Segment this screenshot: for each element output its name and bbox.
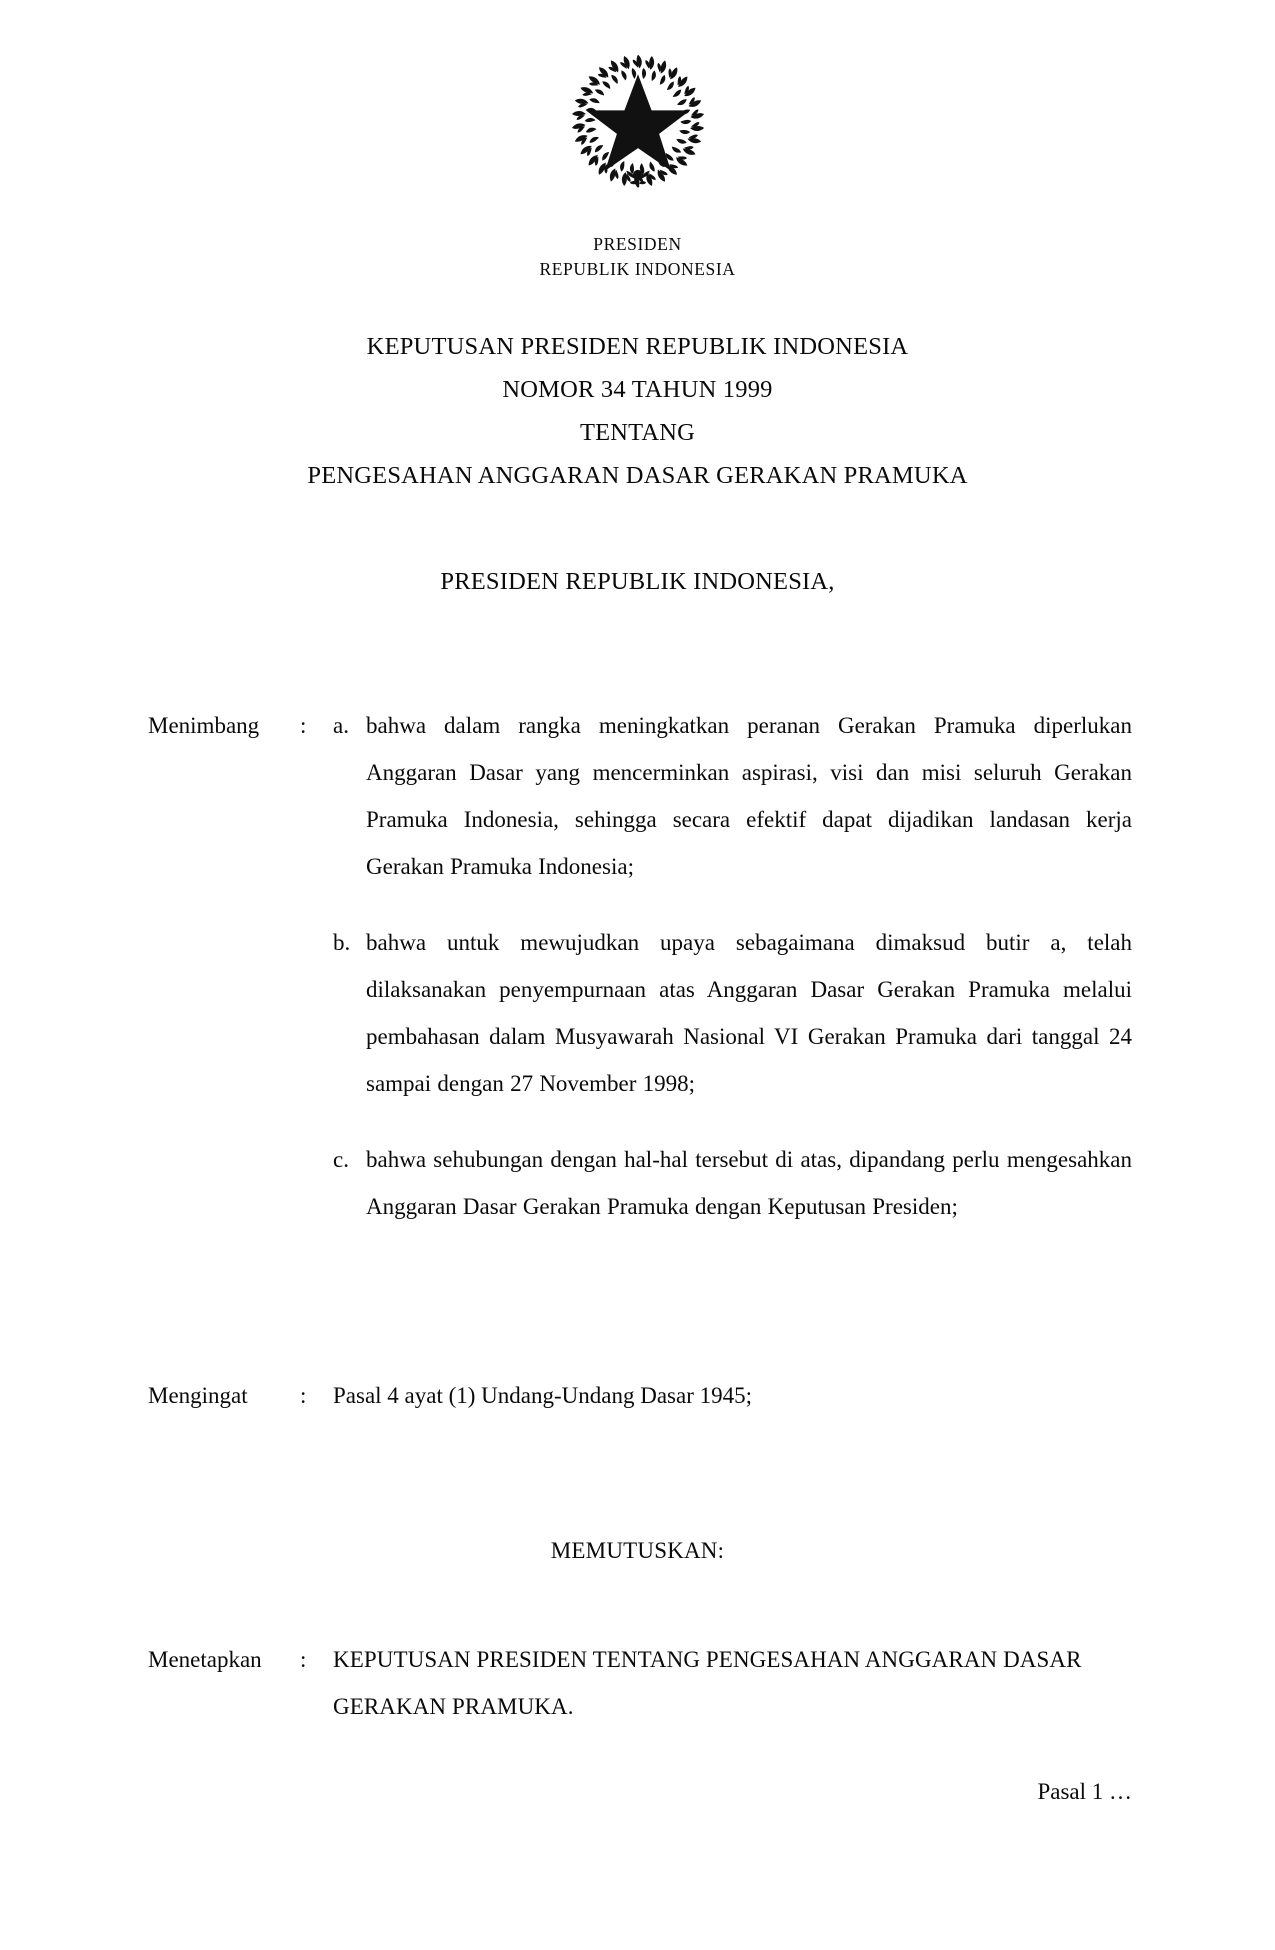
memutuskan-heading: MEMUTUSKAN: — [550, 1538, 725, 1563]
mengingat-text: Pasal 4 ayat (1) Undang-Undang Dasar 1945; — [333, 1383, 752, 1408]
menetapkan-label: Menetapkan — [148, 1647, 262, 1672]
menetapkan-section — [148, 1636, 1132, 1730]
menimbang-section — [148, 702, 1132, 1230]
page-continuation-note: Pasal 1 … — [1037, 1779, 1132, 1804]
menimbang-label: Menimbang — [148, 713, 260, 738]
garuda-star-wreath-emblem — [565, 48, 711, 194]
menetapkan-colon: : — [300, 1647, 307, 1672]
menimbang-item-a — [333, 702, 1132, 890]
menimbang-item-a-marker: a. — [333, 713, 349, 738]
header-caption — [0, 232, 1275, 282]
title-line-keputusan: KEPUTUSAN PRESIDEN REPUBLIK INDONESIA — [366, 333, 909, 360]
header-caption-line-2: REPUBLIK INDONESIA — [539, 259, 736, 279]
authority-line: PRESIDEN REPUBLIK INDONESIA, — [440, 568, 835, 595]
emblem-block — [0, 48, 1275, 199]
menimbang-item-b-text: bahwa untuk mewujudkan upaya sebagaimana dimaksud butir a, telah dilaksanakan penyempurnaan atas Anggaran Dasar Gerakan Pramuka melalui pembahasan dalam Musyawarah Nasional VI Gerakan Pramuka dari tanggal 24 sampai dengan 27 November 1998; — [366, 930, 1132, 1096]
menimbang-items — [333, 702, 1132, 1230]
menimbang-colon: : — [300, 713, 307, 738]
header-caption-line-1: PRESIDEN — [593, 234, 682, 254]
menimbang-item-c-marker: c. — [333, 1147, 349, 1172]
mengingat-section — [148, 1372, 1132, 1419]
menimbang-item-b — [333, 919, 1132, 1107]
mengingat-colon: : — [300, 1383, 307, 1408]
menimbang-item-c-text: bahwa sehubungan dengan hal-hal tersebut di atas, dipandang perlu mengesahkan Anggaran Dasar Gerakan Pramuka dengan Keputusan Presiden; — [366, 1147, 1132, 1219]
menetapkan-row — [148, 1636, 1132, 1730]
title-line-subject: PENGESAHAN ANGGARAN DASAR GERAKAN PRAMUKA — [307, 462, 968, 489]
menimbang-item-b-marker: b. — [333, 930, 351, 955]
title-line-tentang: TENTANG — [579, 419, 696, 446]
title-line-nomor: NOMOR 34 TAHUN 1999 — [502, 376, 773, 403]
menetapkan-text: KEPUTUSAN PRESIDEN TENTANG PENGESAHAN ANGGARAN DASAR GERAKAN PRAMUKA. — [333, 1647, 1082, 1719]
menimbang-row — [148, 702, 1132, 1230]
mengingat-row — [148, 1372, 1132, 1419]
menimbang-item-c — [333, 1136, 1132, 1230]
mengingat-label: Mengingat — [148, 1383, 248, 1408]
menimbang-item-a-text: bahwa dalam rangka meningkatkan peranan Gerakan Pramuka diperlukan Anggaran Dasar yang mencerminkan aspirasi, visi dan misi seluruh Gerakan Pramuka Indonesia, sehingga secara efektif dapat dijadikan landasan kerja Gerakan Pramuka Indonesia; — [366, 713, 1132, 879]
document-title-block — [0, 325, 1275, 497]
